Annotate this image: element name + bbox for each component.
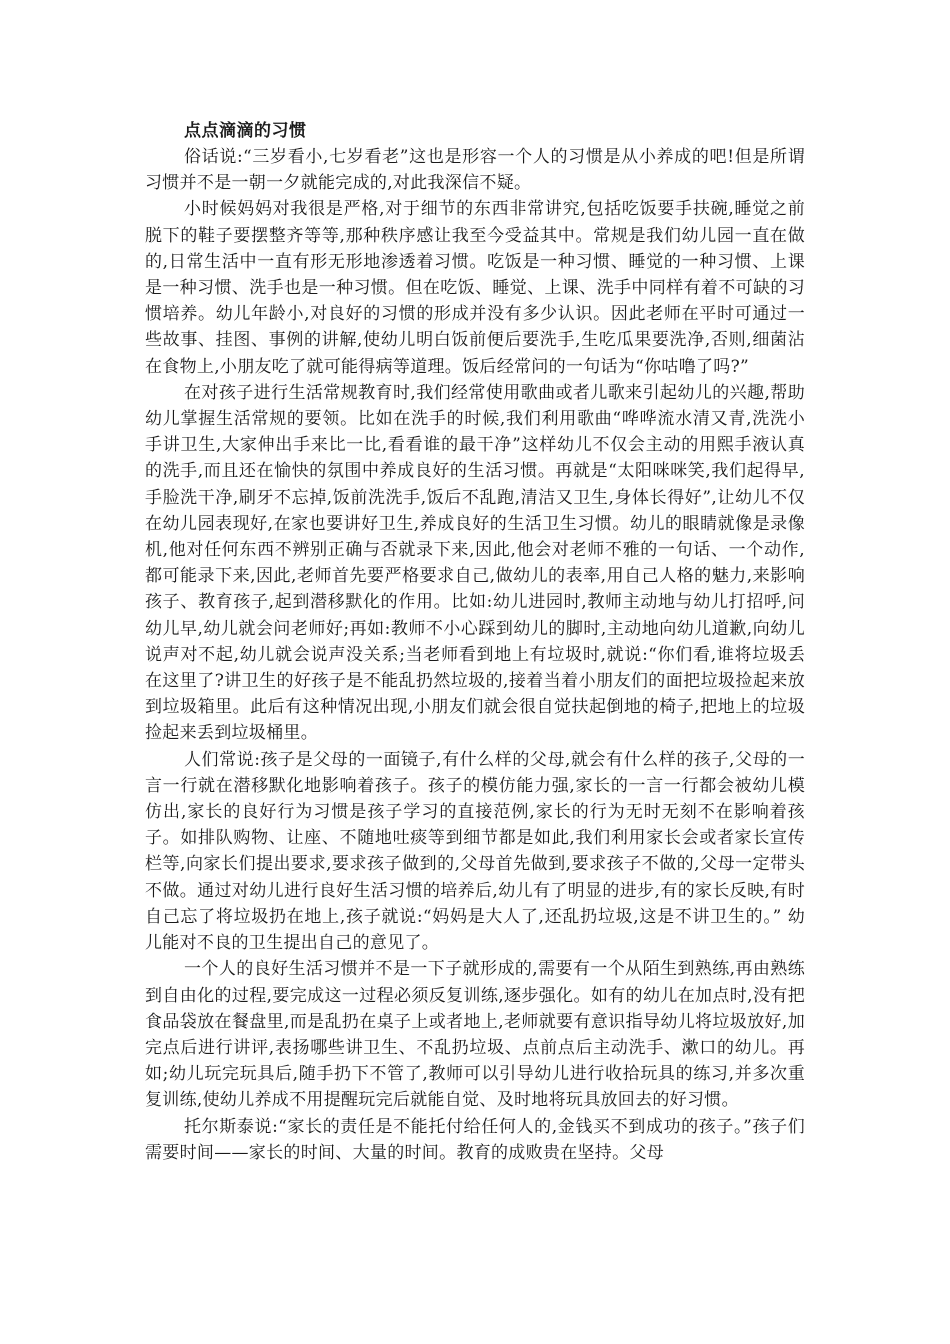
- paragraph-3: 在对孩子进行生活常规教育时,我们经常使用歌曲或者儿歌来引起幼儿的兴趣,帮助幼儿掌握生活常规的要领。比如在洗手的时候,我们利用歌曲“哗哗流水清又青,洗洗小手讲卫生,大家伸出手来比一比,看看谁的最干净”这样幼儿不仅会主动的用熙手液认真的洗手,而且还在愉快的氛围中养成良好的生活习惯。再就是“太阳咪咪笑,我们起得早,手脸洗干净,刷牙不忘掉,饭前洗洗手,饭后不乱跑,清洁又卫生,身体长得好”,让幼儿不仅在幼儿园表现好,在家也要讲好卫生,养成良好的生活卫生习惯。幼儿的眼睛就像是录像机,他对任何东西不辨别正确与否就录下来,因此,他会对老师不雅的一句话、一个动作,都可能录下来,因此,老师首先要严格要求自己,做幼儿的表率,用自己人格的魅力,来影响孩子、教育孩子,起到潜移默化的作用。比如:幼儿进园时,教师主动地与幼儿打招呼,问幼儿早,幼儿就会问老师好;再如:教师不小心踩到幼儿的脚时,主动地向幼儿道歉,向幼儿说声对不起,幼儿就会说声没关系;当老师看到地上有垃圾时,就说:“你们看,谁将垃圾丢在这里了?讲卫生的好孩子是不能乱扔然垃圾的,接着当着小朋友们的面把垃圾捡起来放到垃圾箱里。此后有这种情况出现,小朋友们就会很自觉扶起倒地的椅子,把地上的垃圾捡起来丢到垃圾桶里。: [145, 382, 805, 744]
- document-body: [145, 118, 805, 1166]
- document-title: 点点滴滴的习惯: [184, 121, 307, 141]
- paragraph-5: 一个人的良好生活习惯并不是一下子就形成的,需要有一个从陌生到熟练,再由熟练到自由化的过程,要完成这一过程必须反复训练,逐步强化。如有的幼儿在加点时,没有把食品袋放在餐盘里,而是乱扔在桌子上或者地上,老师就要有意识指导幼儿将垃圾放好,加完点后进行讲评,表扬哪些讲卫生、不乱扔垃圾、点前点后主动洗手、漱口的幼儿。再如;幼儿玩完玩具后,随手扔下不管了,教师可以引导幼儿进行收拾玩具的练习,并多次重复训练,使幼儿养成不用提醒玩完后就能自觉、及时地将玩具放回去的好习惯。: [145, 959, 805, 1111]
- paragraph-6: 托尔斯泰说:“家长的责任是不能托付给任何人的,金钱买不到成功的孩子。”孩子们需要时间——家长的时间、大量的时间。教育的成败贵在坚持。父母: [145, 1116, 805, 1163]
- paragraph-2: 小时候妈妈对我很是严格,对于细节的东西非常讲究,包括吃饭要手扶碗,睡觉之前脱下的鞋子要摆整齐等等,那种秩序感让我至今受益其中。常规是我们幼儿园一直在做的,日常生活中一直有形无形地渗透着习惯。吃饭是一种习惯、睡觉的一种习惯、上课是一种习惯、洗手也是一种习惯。但在吃饭、睡觉、上课、洗手中同样有着不可缺的习惯培养。幼儿年龄小,对良好的习惯的形成并没有多少认识。因此老师在平时可通过一些故事、挂图、事例的讲解,使幼儿明白饭前便后要洗手,生吃瓜果要洗净,否则,细菌沾在食物上,小朋友吃了就可能得病等道理。饭后经常问的一句话为“你咕噜了吗?”: [145, 199, 805, 377]
- paragraph-4: 人们常说:孩子是父母的一面镜子,有什么样的父母,就会有什么样的孩子,父母的一言一行就在潜移默化地影响着孩子。孩子的模仿能力强,家长的一言一行都会被幼儿模仿出,家长的良好行为习惯是孩子学习的直接范例,家长的行为无时无刻不在影响着孩子。如排队购物、让座、不随地吐痰等到细节都是如此,我们利用家长会或者家长宣传栏等,向家长们提出要求,要求孩子做到的,父母首先做到,要求孩子不做的,父母一定带头不做。通过对幼儿进行良好生活习惯的培养后,幼儿有了明显的进步,有的家长反映,有时自己忘了将垃圾扔在地上,孩子就说:“妈妈是大人了,还乱扔垃圾,这是不讲卫生的。” 幼儿能对不良的卫生提出自己的意见了。: [145, 749, 805, 954]
- paragraph-1: 俗话说:“三岁看小,七岁看老”这也是形容一个人的习惯是从小养成的吧!但是所谓习惯并不是一朝一夕就能完成的,对此我深信不疑。: [145, 147, 805, 194]
